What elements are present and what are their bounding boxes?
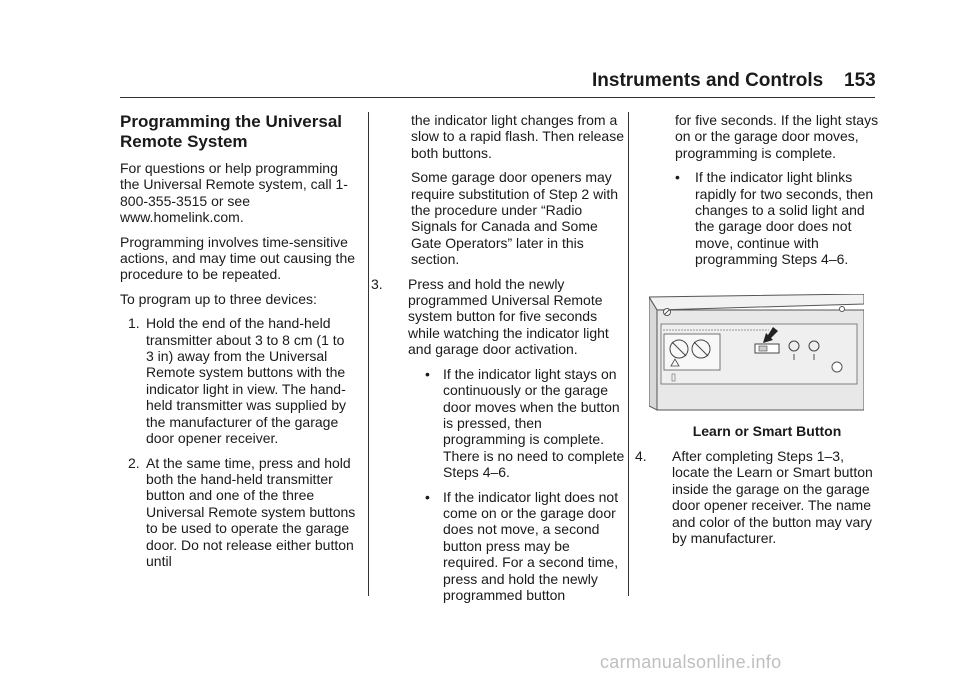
header-title: Instruments and Controls — [592, 70, 824, 91]
bullet-symbol: • — [425, 488, 430, 505]
step-text: After completing Steps 1–3, locate the Learn or Smart button inside the garage on the garage door opener receiver. The name and color of the button may vary by manufacturer. — [672, 448, 873, 547]
bullet-text: If the indicator light blinks rapidly for two seconds, then changes to a solid light and the garage door does not move, continue with programming Steps 4–6. — [695, 169, 874, 268]
bullet-symbol: • — [675, 169, 680, 186]
step-4 — [635, 448, 885, 547]
section-title: Programming the Universal Remote System — [120, 112, 343, 151]
column-3 — [649, 112, 885, 276]
step-1 — [120, 315, 356, 446]
header-rule — [120, 97, 875, 98]
bullet-symbol: • — [425, 365, 430, 382]
step-3-continued: for five seconds. If the light stays on or the garage door moves, programming is complete. — [675, 112, 879, 161]
step-number: 4. — [635, 448, 647, 464]
column-2 — [371, 112, 625, 611]
bullet-item — [385, 489, 625, 604]
step-2-continued: the indicator light changes from a slow to a rapid flash. Then release both buttons. — [411, 112, 624, 161]
step-number: 1. — [128, 315, 140, 332]
step-text: At the same time, press and hold both the hand-held transmitter button and one of the three Universal Remote system buttons to be used to operate the garage door. Do not release either button until — [146, 454, 356, 569]
garage-opener-diagram — [649, 294, 864, 411]
figure-caption: Learn or Smart Button — [692, 423, 842, 439]
step-2 — [120, 455, 356, 570]
paragraph-intro: To program up to three devices: — [120, 290, 317, 307]
column-3-lower — [635, 448, 885, 554]
column-divider — [368, 112, 369, 596]
bullet-text: If the indicator light does not come on or the garage door does not move, a second button press may be required. For a second time, press and hold the newly programmed button — [443, 488, 619, 603]
bullet-item — [385, 366, 625, 481]
page-number: 153 — [844, 70, 876, 91]
column-divider — [628, 112, 629, 596]
paragraph-timeout: Programming involves time-sensitive actions, and may time out causing the procedure to be repeated. — [120, 233, 356, 283]
bullet-text: If the indicator light stays on continuously or the garage door moves when the button is pressed, then programming is complete. There is no need to complete Steps 4–6. — [443, 365, 625, 481]
page-header — [0, 0, 960, 100]
step-number: 3. — [371, 275, 383, 292]
watermark: carmanualsonline.info — [600, 652, 782, 672]
step-number: 2. — [128, 454, 140, 471]
paragraph-contact: For questions or help programming the Universal Remote system, call 1-800-355-3515 or see www.homelink.com. — [120, 160, 348, 226]
learn-button-illustration — [649, 294, 864, 411]
step-text: Hold the end of the hand-held transmitter about 3 to 8 cm (1 to 3 in) away from the Universal Remote system buttons with the indicator light in view. The hand-held transmitter was supplied by the manufacturer of the garage door opener receiver. — [146, 315, 346, 447]
paragraph-substitution: Some garage door openers may require substitution of Step 2 with the procedure under “Radio Signals for Canada and Some Gate Operators” later in this section. — [411, 169, 619, 268]
bullet-item — [649, 169, 885, 267]
step-text: Press and hold the newly programmed Universal Remote system button for five seconds while watching the indicator light and garage door activation. — [408, 275, 609, 358]
step-3 — [371, 275, 625, 358]
column-1 — [120, 112, 356, 577]
